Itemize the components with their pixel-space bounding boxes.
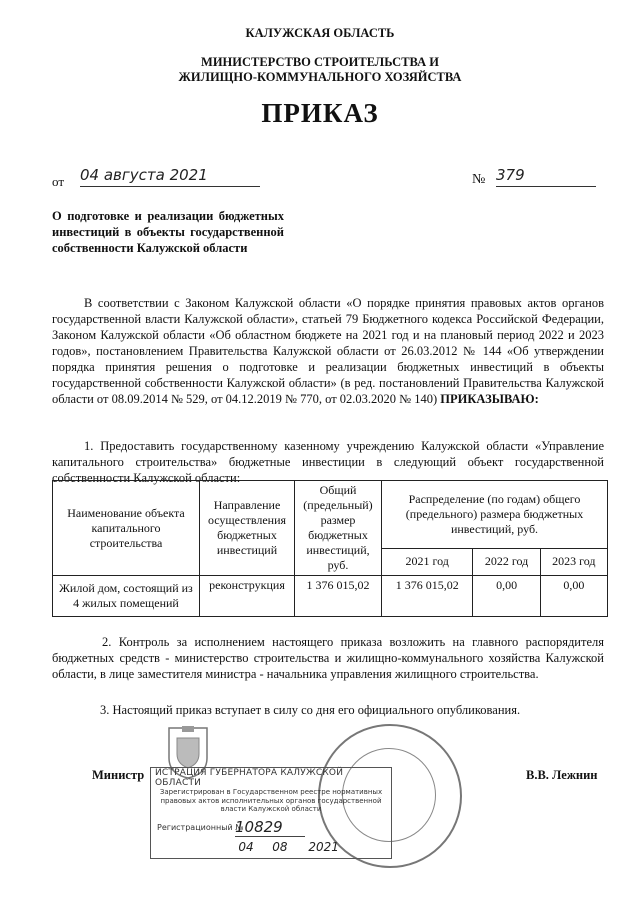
cell-year-2023: 0,00 [540, 576, 607, 617]
ministry-line-1: МИНИСТЕРСТВО СТРОИТЕЛЬСТВА И [201, 55, 439, 69]
table-header-row [53, 481, 608, 549]
preamble-text: В соответствии с Законом Калужской области «О порядке принятия правовых актов органов государственной власти Калужской области», статьей 79 Бюджетного кодекса Российской Федерации, Законом Калужской области «Об областном бюджете на 2021 год и на плановый период 2022 и 2023 годов», постановлением Правительства Калужской области от 26.03.2012 № 144 «Об утверждении порядка принятия решения о подготовке и реализации бюджетных инвестиций в объекты государственной собственности Калужской области» (в ред. постановлений Правительства Калужской области от 08.09.2014 № 529, от 04.12.2019 № 770, от 02.03.2020 № 140) [52, 296, 604, 406]
cell-year-2022: 0,00 [473, 576, 540, 617]
stamp-reg-label: Регистрационный № [157, 823, 244, 832]
header-total: Общий (предельный) размер бюджетных инвестиций, руб. [295, 481, 382, 576]
cell-year-2021: 1 376 015,02 [382, 576, 473, 617]
preamble-action: ПРИКАЗЫВАЮ: [440, 392, 539, 406]
cell-direction: реконструкция [200, 576, 295, 617]
stamp-registry-text: Зарегистрирован в Государственном реестре нормативных правовых актов исполнительных органов государственной власти Калужской области [159, 788, 383, 813]
header-direction: Направление осуществления бюджетных инвестиций [200, 481, 295, 576]
item-1-paragraph: 1. Предоставить государственному казенному учреждению Калужской области «Управление капитального строительства» бюджетные инвестиции в следующий объект государственной собственности Калужской области: [52, 439, 604, 485]
table-row [53, 576, 608, 617]
stamp-header: ИСТРАЦИЯ ГУБЕРНАТОРА КАЛУЖСКОЙ ОБЛАСТИ [155, 768, 344, 788]
stamp-date [231, 840, 371, 854]
header-distribution: Распределение (по годам) общего (предельного) размера бюджетных инвестиций, руб. [382, 481, 608, 549]
header-object: Наименование объекта капитального строительства [53, 481, 200, 576]
ministry-line-2: ЖИЛИЩНО-КОММУНАЛЬНОГО ХОЗЯЙСТВА [178, 70, 462, 84]
stamp-year: 2021 [308, 840, 339, 854]
preamble-paragraph [52, 295, 604, 407]
minister-name: В.В. Лежнин [526, 768, 598, 782]
handwritten-date: 04 августа 2021 [80, 166, 260, 187]
header-year-2022: 2022 год [473, 548, 540, 575]
doc-type-title: ПРИКАЗ [261, 98, 379, 128]
cell-total: 1 376 015,02 [295, 576, 382, 617]
stamp-day: 04 [238, 840, 254, 854]
stamp-month: 08 [272, 840, 288, 854]
header-year-2023: 2023 год [540, 548, 607, 575]
ministry-heading [0, 55, 640, 85]
item-3-paragraph: 3. Настоящий приказ вступает в силу со дня его официального опубликования. [100, 703, 521, 717]
order-subject: О подготовке и реализации бюджетных инвестиций в объекты государственной собственности Калужской области [52, 209, 284, 255]
registration-stamp [150, 767, 392, 859]
stamp-reg-number: 10829 [235, 818, 305, 837]
item-2-paragraph: 2. Контроль за исполнением настоящего приказа возложить на главного распорядителя бюджетных средств - министерство строительства и жилищно-коммунального хозяйства Калужской области, в лице заместителя министра - начальника управления жилищного строительства. [52, 635, 604, 681]
header-year-2021: 2021 год [382, 548, 473, 575]
number-label: № [472, 172, 486, 187]
investment-table [52, 480, 608, 617]
date-label: от [52, 174, 65, 189]
handwritten-number: 379 [496, 166, 596, 187]
minister-title: Министр [92, 768, 145, 782]
cell-object: Жилой дом, состоящий из 4 жилых помещений [53, 576, 200, 617]
region-heading: КАЛУЖСКАЯ ОБЛАСТЬ [245, 26, 395, 40]
